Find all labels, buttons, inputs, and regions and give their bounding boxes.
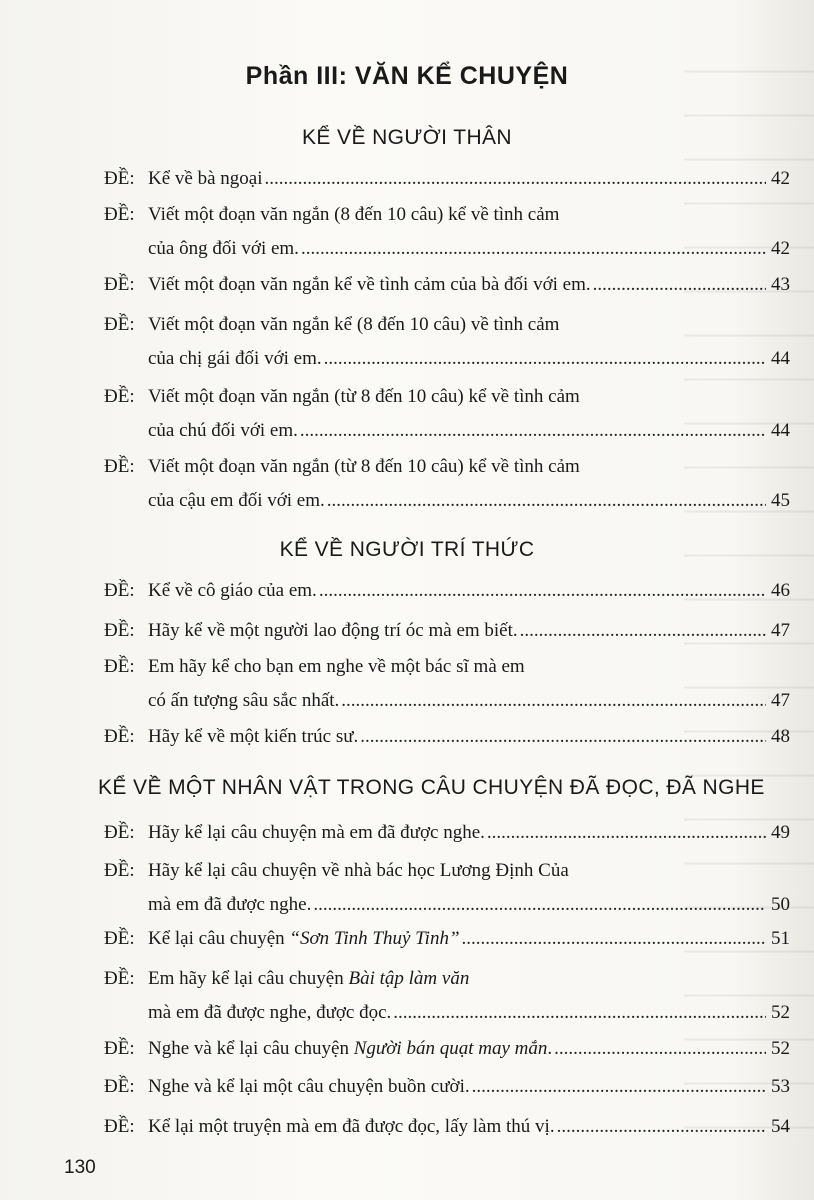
page-ref: 47 <box>771 620 790 641</box>
entry-text: Viết một đoạn văn ngắn (8 đến 10 câu) kể về tình cảm <box>148 204 560 225</box>
entry-text-continued: có ấn tượng sâu sắc nhất. <box>148 690 340 711</box>
entry-label: ĐỀ: <box>104 968 135 989</box>
toc-entry[interactable] <box>104 574 790 608</box>
leader-dots <box>462 922 766 956</box>
leader-dots <box>324 342 766 376</box>
toc-entry[interactable] <box>104 1110 790 1144</box>
leader-dots <box>313 888 766 922</box>
toc-entry[interactable] <box>104 1070 790 1104</box>
entry-label: ĐỀ: <box>104 168 135 189</box>
entry-label: ĐỀ: <box>104 580 135 601</box>
leader-dots <box>487 816 766 850</box>
entry-text: Nghe và kể lại câu chuyện Người bán quạt may mắn. <box>148 1038 553 1059</box>
entry-text: Viết một đoạn văn ngắn (từ 8 đến 10 câu) kể về tình cảm <box>148 386 580 407</box>
entry-label: ĐỀ: <box>104 822 135 843</box>
toc-entry[interactable] <box>104 198 790 266</box>
title-italic: Bài tập làm văn <box>348 968 470 989</box>
section-title: KỂ VỀ NGƯỜI THÂN <box>302 126 512 149</box>
toc-entry[interactable] <box>104 268 790 302</box>
toc-entry[interactable] <box>104 922 790 956</box>
leader-dots <box>360 720 766 754</box>
entry-text: Nghe và kể lại một câu chuyện buồn cười. <box>148 1076 470 1097</box>
entry-text: Viết một đoạn văn ngắn kể (8 đến 10 câu) về tình cảm <box>148 314 560 335</box>
leader-dots <box>264 162 766 196</box>
page-ref: 42 <box>771 168 790 189</box>
entry-label: ĐỀ: <box>104 656 135 677</box>
entry-text: Kể lại một truyện mà em đã được đọc, lấy làm thú vị. <box>148 1116 555 1137</box>
toc-entry[interactable] <box>104 162 790 196</box>
page-ref: 43 <box>771 274 790 295</box>
toc-entry[interactable] <box>104 1032 790 1066</box>
entry-text-continued: của cậu em đối với em. <box>148 490 325 511</box>
entry-label: ĐỀ: <box>104 1076 135 1097</box>
entry-text: Viết một đoạn văn ngắn (từ 8 đến 10 câu) kể về tình cảm <box>148 456 580 477</box>
entry-label: ĐỀ: <box>104 620 135 641</box>
leader-dots <box>301 232 766 266</box>
toc-entry[interactable] <box>104 720 790 754</box>
entry-text: Em hãy kể cho bạn em nghe về một bác sĩ mà em <box>148 656 525 677</box>
page-ref: 49 <box>771 822 790 843</box>
entry-label: ĐỀ: <box>104 860 135 881</box>
page-ref: 51 <box>771 928 790 949</box>
page-ref: 53 <box>771 1076 790 1097</box>
title-italic: “Sơn Tinh Thuỷ Tinh” <box>289 928 460 949</box>
page-number: 130 <box>64 1157 96 1178</box>
page-ref: 52 <box>771 1002 790 1023</box>
page-ref: 42 <box>771 238 790 259</box>
entry-label: ĐỀ: <box>104 1116 135 1137</box>
page-ref: 54 <box>771 1116 790 1137</box>
entry-label: ĐỀ: <box>104 456 135 477</box>
entry-text: Viết một đoạn văn ngắn kể về tình cảm của bà đối với em. <box>148 274 591 295</box>
page-ref: 47 <box>771 690 790 711</box>
leader-dots <box>554 1032 766 1066</box>
toc-entry[interactable] <box>104 854 790 922</box>
title-italic: Người bán quạt may mắn <box>353 1038 548 1059</box>
entry-text: Hãy kể lại câu chuyện mà em đã được nghe. <box>148 822 485 843</box>
entry-label: ĐỀ: <box>104 928 135 949</box>
leader-dots <box>393 996 766 1030</box>
entry-label: ĐỀ: <box>104 314 135 335</box>
page-ref: 46 <box>771 580 790 601</box>
section-title: KỂ VỀ NGƯỜI TRÍ THỨC <box>279 538 535 561</box>
leader-dots <box>520 614 766 648</box>
toc-entry[interactable] <box>104 650 790 718</box>
toc-entry[interactable] <box>104 614 790 648</box>
leader-dots <box>327 484 766 518</box>
entry-label: ĐỀ: <box>104 274 135 295</box>
entry-text-continued: mà em đã được nghe, được đọc. <box>148 1002 392 1023</box>
page-ref: 44 <box>771 420 790 441</box>
page-ref: 48 <box>771 726 790 747</box>
entry-text: Kể về cô giáo của em. <box>148 580 317 601</box>
leader-dots <box>319 574 766 608</box>
page-ref: 44 <box>771 348 790 369</box>
entry-text: Em hãy kể lại câu chuyện Bài tập làm văn <box>148 968 470 989</box>
entry-text: Hãy kể lại câu chuyện về nhà bác học Lương Định Của <box>148 860 569 881</box>
entry-text: Hãy kể về một người lao động trí óc mà em biết. <box>148 620 518 641</box>
entry-label: ĐỀ: <box>104 1038 135 1059</box>
entry-text-continued: của chú đối với em. <box>148 420 298 441</box>
entry-label: ĐỀ: <box>104 204 135 225</box>
entry-text-continued: của ông đối với em. <box>148 238 299 259</box>
toc-entry[interactable] <box>104 308 790 376</box>
entry-text: Kể về bà ngoại <box>148 168 263 189</box>
toc-entry[interactable] <box>104 380 790 448</box>
leader-dots <box>300 414 766 448</box>
toc-entry[interactable] <box>104 816 790 850</box>
entry-text-continued: của chị gái đối với em. <box>148 348 322 369</box>
leader-dots <box>341 684 766 718</box>
leader-dots <box>593 268 766 302</box>
toc-entry[interactable] <box>104 450 790 518</box>
entry-text: Kể lại câu chuyện “Sơn Tinh Thuỷ Tinh” <box>148 928 460 949</box>
entry-label: ĐỀ: <box>104 726 135 747</box>
leader-dots <box>472 1070 766 1104</box>
entry-label: ĐỀ: <box>104 386 135 407</box>
leader-dots <box>557 1110 766 1144</box>
entry-text: Hãy kể về một kiến trúc sư. <box>148 726 359 747</box>
entry-text-continued: mà em đã được nghe. <box>148 894 312 915</box>
page-ref: 45 <box>771 490 790 511</box>
part-title: Phần III: VĂN KỂ CHUYỆN <box>245 62 569 90</box>
section-title: KỂ VỀ MỘT NHÂN VẬT TRONG CÂU CHUYỆN ĐÃ ĐỌC, ĐÃ NGHE <box>98 776 765 799</box>
page-ref: 50 <box>771 894 790 915</box>
page-ref: 52 <box>771 1038 790 1059</box>
toc-entry[interactable] <box>104 962 790 1030</box>
